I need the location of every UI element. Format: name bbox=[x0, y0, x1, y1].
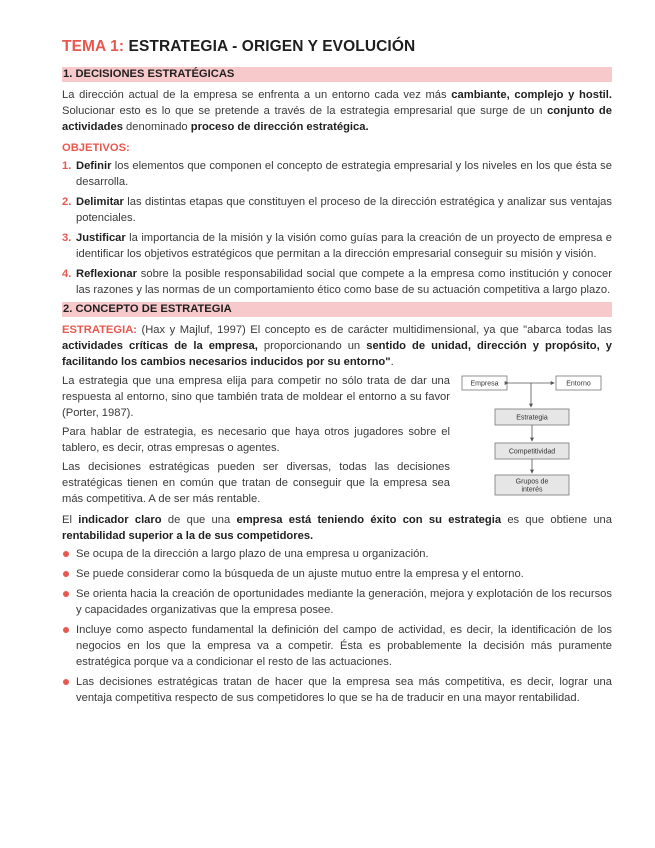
strategy-diagram bbox=[461, 373, 604, 507]
definition-run: ESTRATEGIA: bbox=[62, 324, 137, 336]
definition-run: actividades críticas de la empresa, bbox=[62, 340, 258, 352]
objective-text: la importancia de la misión y la visión como guías para la creación de un proyecto de empresa e identificar los objetivos estratégicos que permitan a la dirección empresarial conseguir su misión y visión. bbox=[76, 232, 612, 260]
intro-run: conjunto de actividades bbox=[62, 105, 612, 133]
indicator-paragraph bbox=[62, 512, 612, 544]
intro-paragraph bbox=[62, 87, 612, 135]
bullet-text: Se puede considerar como la búsqueda de un ajuste mutuo entre la empresa y el entorno. bbox=[76, 568, 524, 580]
bullet-dot-icon bbox=[63, 591, 69, 597]
diagram-label-competitividad: Competitividad bbox=[508, 448, 556, 456]
bullet-text: Las decisiones estratégicas tratan de hacer que la empresa sea más competitiva, es decir, lograr una ventaja competitiva respecto de sus competidores lo que se ha de traducir en una mayor rentabilidad. bbox=[76, 676, 612, 704]
diagram-box-grupos bbox=[495, 475, 569, 495]
bullet-text: Se ocupa de la dirección a largo plazo de una empresa u organización. bbox=[76, 548, 429, 560]
concept-block bbox=[62, 373, 612, 512]
definition-run: sentido de unidad, dirección y propósito, y facilitando los cambios necesarios inducidos por su entorno" bbox=[62, 340, 612, 368]
indicator-run: El bbox=[62, 514, 79, 526]
objective-text: sobre la posible responsabilidad social que compete a la empresa como institución y conocer las razones y las normas de un comportamiento ético como base de su actuación competitiva a largo plazo. bbox=[76, 268, 612, 296]
objective-number: 1. bbox=[62, 160, 72, 172]
objective-text: las distintas etapas que constituyen el proceso de la dirección estratégica y analizar sus ventajas potenciales. bbox=[76, 196, 612, 224]
objective-item bbox=[62, 266, 612, 298]
objective-keyword: Delimitar bbox=[76, 196, 124, 208]
definition-run: (Hax y Majluf, 1997) El concepto es de carácter multidimensional, ya que "abarca todas las bbox=[137, 324, 612, 336]
bullet-dot-icon bbox=[63, 679, 69, 685]
diagram-label-estrategia: Estrategia bbox=[516, 414, 548, 422]
paragraph-porter: La estrategia que una empresa elija para competir no sólo trata de dar una respuesta al entorno, sino que también trata de moldear el entorno a su favor (Porter, 1987). bbox=[62, 375, 450, 419]
objective-item bbox=[62, 230, 612, 262]
intro-run: proceso de dirección estratégica. bbox=[190, 121, 369, 133]
indicator-run: indicador claro bbox=[78, 514, 162, 526]
diagram-label-empresa: Empresa bbox=[470, 380, 499, 388]
diagram-label-grupos-1: Grupos de bbox=[515, 478, 549, 486]
objective-number: 2. bbox=[62, 196, 72, 208]
intro-run: denominado bbox=[122, 121, 191, 133]
objectives-title: OBJETIVOS: bbox=[62, 142, 130, 154]
definition-run: . bbox=[390, 356, 394, 368]
objective-text: los elementos que componen el concepto de estrategia empresarial y los niveles en los que ésta se desarrolla. bbox=[76, 160, 612, 188]
section-heading-concepto: 2. CONCEPTO DE ESTRATEGIA bbox=[62, 302, 612, 317]
intro-run: Solucionar esto es lo que se pretende a través de la estrategia empresarial que surge de un bbox=[62, 105, 548, 117]
diagram-label-grupos-2: interés bbox=[521, 486, 543, 494]
bullet-item bbox=[62, 622, 612, 670]
title-prefix: TEMA 1: bbox=[62, 38, 125, 55]
definition-run: proporcionando un bbox=[257, 340, 367, 352]
diagram-box-competitividad bbox=[495, 443, 569, 459]
bullet-dot-icon bbox=[63, 627, 69, 633]
objective-number: 3. bbox=[62, 232, 72, 244]
bullet-text: Incluye como aspecto fundamental la definición del campo de actividad, es decir, la identificación de los negocios en los que la empresa va a competir. Ésta es probablemente la decisión más puramente estratégica porque va a condicionar el resto de las actuaciones. bbox=[76, 624, 612, 668]
paragraph-jugadores: Para hablar de estrategia, es necesario que haya otros jugadores sobre el tablero, es decir, otras empresas o agentes. bbox=[62, 426, 450, 454]
indicator-run: rentabilidad superior a la de sus competidores. bbox=[62, 530, 314, 542]
indicator-run: es que obtiene una bbox=[501, 514, 613, 526]
document-page bbox=[62, 36, 612, 710]
characteristics-list bbox=[62, 546, 612, 706]
bullet-dot-icon bbox=[63, 551, 69, 557]
diagram-box-entorno bbox=[556, 376, 601, 390]
objectives-list bbox=[62, 158, 612, 298]
intro-run: La dirección actual de la empresa se enfrenta a un entorno cada vez más bbox=[62, 89, 452, 101]
concept-text-column bbox=[62, 373, 450, 507]
objective-number: 4. bbox=[62, 268, 72, 280]
objective-keyword: Justificar bbox=[76, 232, 126, 244]
paragraph-decisiones: Las decisiones estratégicas pueden ser diversas, todas las decisiones estratégicas tienen en común que tratan de conseguir que la empresa sea más competitiva. A de ser más rentable. bbox=[62, 461, 450, 505]
definition-paragraph bbox=[62, 322, 612, 370]
indicator-run: empresa está teniendo éxito con su estrategia bbox=[236, 514, 502, 526]
diagram-box-empresa bbox=[462, 376, 507, 390]
title-text: ESTRATEGIA - ORIGEN Y EVOLUCIÓN bbox=[128, 38, 416, 55]
page-title bbox=[62, 36, 612, 58]
bullet-item bbox=[62, 566, 612, 582]
bullet-item bbox=[62, 674, 612, 706]
diagram-label-entorno: Entorno bbox=[566, 380, 591, 388]
objective-keyword: Reflexionar bbox=[76, 268, 137, 280]
objective-item bbox=[62, 158, 612, 190]
intro-run: cambiante, complejo y hostil. bbox=[451, 89, 612, 101]
bullet-item bbox=[62, 586, 612, 618]
bullet-item bbox=[62, 546, 612, 562]
indicator-run: de que una bbox=[161, 514, 237, 526]
bullet-text: Se orienta hacia la creación de oportunidades mediante la generación, mejora y explotación de los recursos y capacidades organizativas que la empresa posee. bbox=[76, 588, 612, 616]
objective-item bbox=[62, 194, 612, 226]
diagram-box-estrategia bbox=[495, 409, 569, 425]
section-heading-decisiones: 1. DECISIONES ESTRATÉGICAS bbox=[62, 67, 612, 82]
bullet-dot-icon bbox=[63, 571, 69, 577]
objective-keyword: Definir bbox=[76, 160, 112, 172]
